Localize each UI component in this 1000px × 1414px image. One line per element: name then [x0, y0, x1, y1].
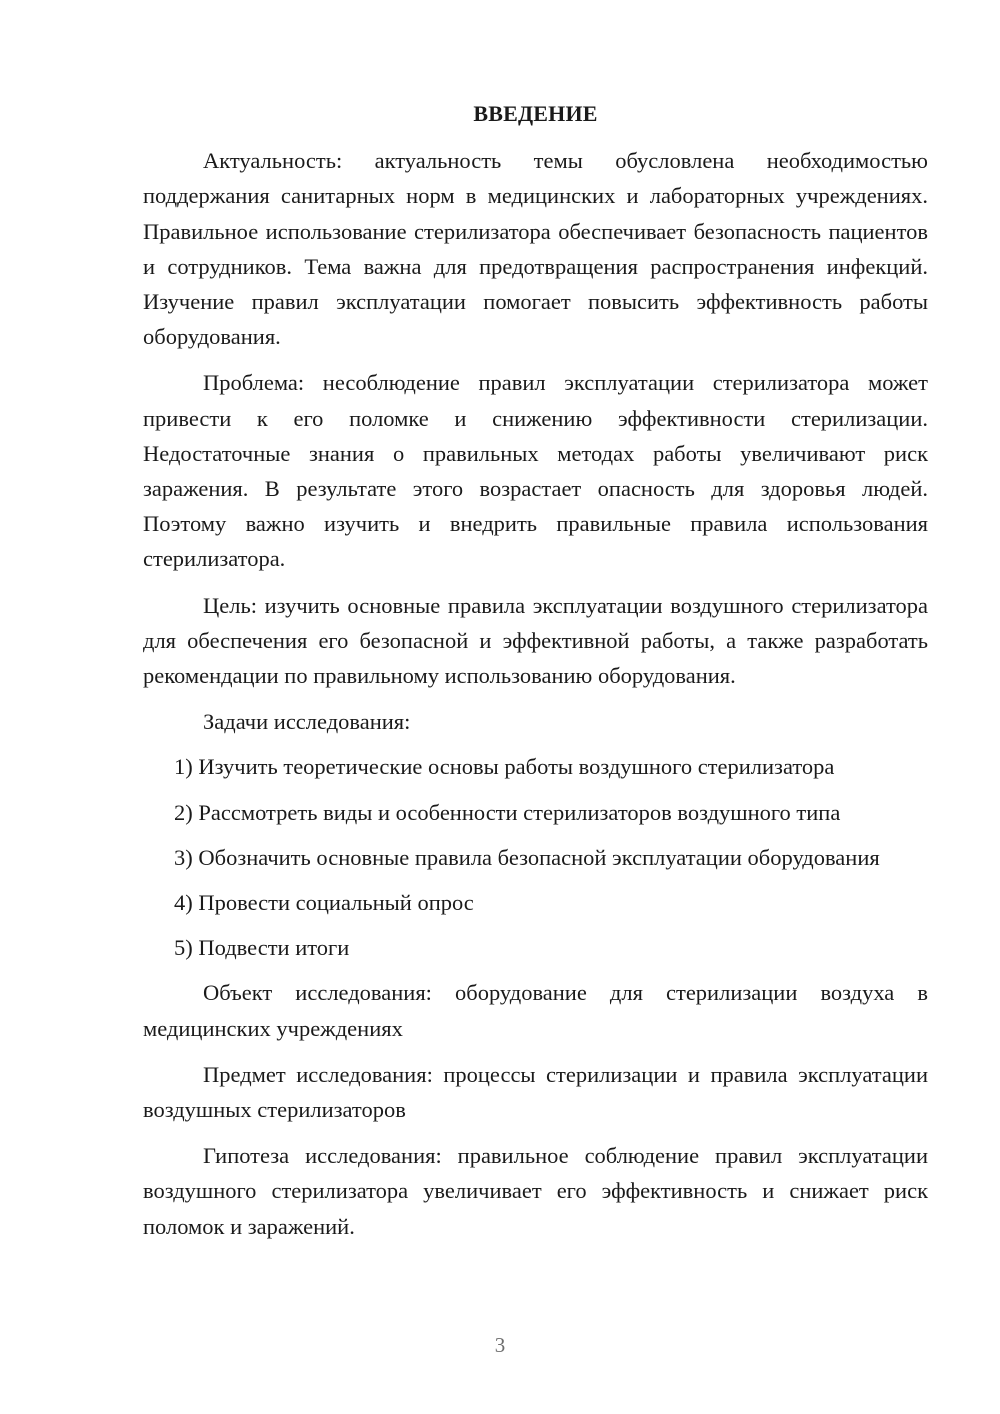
paragraph-relevance: Актуальность: актуальность темы обусловлена необходимостью поддержания санитарных норм в медицинских и лабораторных учреждениях. Правильное использование стерилизатора обеспечивает безопасность пациентов и сотрудников. Тема важна для предотвращения распространения инфекций. Изучение правил эксплуатации помогает повысить эффективность работы оборудования. [143, 148, 928, 350]
paragraph-object: Объект исследования: оборудование для стерилизации воздуха в медицинских учреждениях [143, 980, 928, 1041]
paragraph-goal: Цель: изучить основные правила эксплуатации воздушного стерилизатора для обеспечения его безопасной и эффективной работы, а также разработать рекомендации по правильному использованию оборудования. [143, 592, 928, 689]
paragraph-problem: Проблема: несоблюдение правил эксплуатации стерилизатора может привести к его поломке и снижению эффективности стерилизации. Недостаточные знания о правильных методах работы увеличивают риск заражения. В результате этого возрастает опасность для здоровья людей. Поэтому важно изучить и внедрить правильные правила использования стерилизатора. [143, 370, 928, 572]
task-item-4: 4) Провести социальный опрос [174, 890, 474, 916]
page-number: 3 [494, 1333, 506, 1357]
document-page [143, 96, 928, 1255]
tasks-list [143, 749, 928, 965]
paragraph-subject: Предмет исследования: процессы стерилизации и правила эксплуатации воздушных стерилизаторов [143, 1061, 928, 1123]
task-item-3: 3) Обозначить основные правила безопасной эксплуатации оборудования [174, 844, 880, 870]
task-item-5: 5) Подвести итоги [174, 935, 350, 961]
tasks-heading: Задачи исследования: [203, 709, 411, 735]
task-item-1: 1) Изучить теоретические основы работы воздушного стерилизатора [174, 754, 835, 780]
paragraph-hypothesis: Гипотеза исследования: правильное соблюдение правил эксплуатации воздушного стерилизатора увеличивает его эффективность и снижает риск поломок и заражений. [143, 1143, 928, 1239]
task-item-2: 2) Рассмотреть виды и особенности стерилизаторов воздушного типа [174, 799, 841, 825]
section-title: ВВЕДЕНИЕ [473, 101, 598, 126]
